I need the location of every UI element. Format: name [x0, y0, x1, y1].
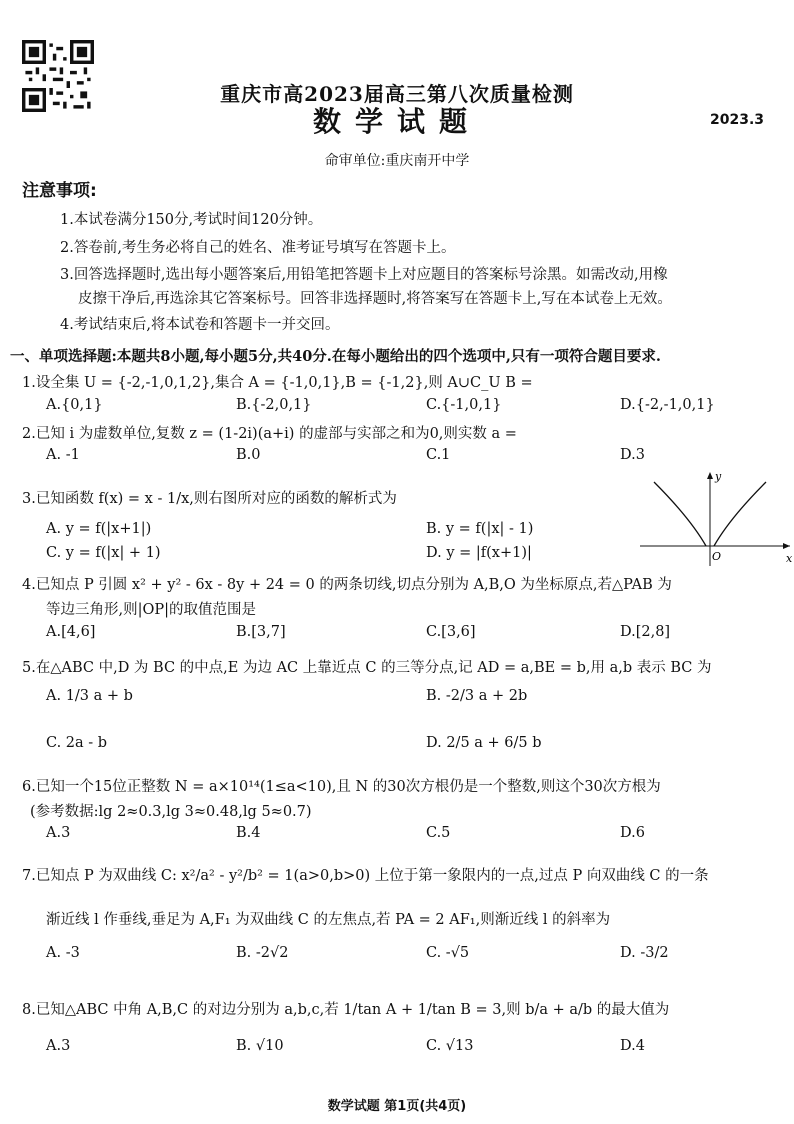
note-item: 3.回答选择题时,选出每小题答案后,用铅笔把答题卡上对应题目的答案标号涂黑。如需改动,用橡: [60, 267, 668, 283]
question-stem-cont: 等边三角形,则|OP|的取值范围是: [46, 602, 257, 618]
page-footer: 数学试题 第1页(共4页): [327, 1099, 467, 1114]
section-heading: 一、单项选择题:本题共8小题,每小题5分,共40分.在每小题给出的四个选项中,只有一项符合题目要求.: [10, 348, 661, 365]
option-c: C. √13: [426, 1038, 474, 1054]
function-graph: [640, 468, 794, 568]
setter-unit: 命审单位:重庆南开中学: [324, 153, 470, 169]
question-stem: 5.在△ABC 中,D 为 BC 的中点,E 为边 AC 上靠近点 C 的三等分点,记 AD = a,BE = b,用 a,b 表示 BC 为: [22, 660, 712, 676]
option-d: D.3: [620, 447, 645, 463]
option-b: B.0: [236, 447, 261, 463]
option-c: C. 2a - b: [46, 735, 108, 751]
question-stem: 8.已知△ABC 中角 A,B,C 的对边分别为 a,b,c,若 1/tan A + 1/tan B = 3,则 b/a + a/b 的最大值为: [22, 1002, 670, 1018]
school-exam-name: 重庆市高2023届高三第八次质量检测: [220, 82, 574, 106]
x-axis-label: x: [786, 552, 793, 565]
option-a: A. 1/3 a + b: [46, 688, 133, 704]
graph-left-branch: [654, 482, 706, 546]
option-c: C.1: [426, 447, 451, 463]
option-c: C. -√5: [426, 945, 470, 961]
note-item: 1.本试卷满分150分,考试时间120分钟。: [60, 212, 323, 228]
question-stem: 4.已知点 P 引圆 x² + y² - 6x - 8y + 24 = 0 的两条切线,切点分别为 A,B,O 为坐标原点,若△PAB 为: [22, 577, 672, 593]
option-b: B.4: [236, 825, 261, 841]
notes-heading: 注意事项:: [22, 181, 97, 201]
note-item: 4.考试结束后,将本试卷和答题卡一并交回。: [60, 317, 340, 333]
y-axis-arrow: [707, 472, 713, 479]
option-d: D. 2/5 a + 6/5 b: [426, 735, 542, 751]
option-d: D.6: [620, 825, 645, 841]
option-d: D.{-2,-1,0,1}: [620, 397, 715, 413]
option-b: B.[3,7]: [236, 624, 286, 640]
origin-label: O: [712, 550, 722, 563]
x-axis-arrow: [783, 543, 790, 549]
option-d: D.4: [620, 1038, 645, 1054]
question-stem: 7.已知点 P 为双曲线 C: x²/a² - y²/b² = 1(a>0,b>0) 上位于第一象限内的一点,过点 P 向双曲线 C 的一条: [22, 868, 709, 884]
option-c: C. y = f(|x| + 1): [46, 545, 161, 561]
option-c: C.[3,6]: [426, 624, 476, 640]
question-stem: 3.已知函数 f(x) = x - 1/x,则右图所对应的函数的解析式为: [22, 491, 397, 507]
page-title: 数学试题: [312, 105, 481, 138]
question-stem-cont: (参考数据:lg 2≈0.3,lg 3≈0.48,lg 5≈0.7): [30, 804, 312, 820]
question-stem: 1.设全集 U = {-2,-1,0,1,2},集合 A = {-1,0,1},B = {-1,2},则 A∪C_U B =: [22, 375, 533, 391]
question-stem-cont: 渐近线 l 作垂线,垂足为 A,F₁ 为双曲线 C 的左焦点,若 PA = 2 AF₁,则渐近线 l 的斜率为: [46, 912, 611, 928]
option-a: A.[4,6]: [46, 624, 96, 640]
option-a: A.3: [46, 825, 71, 841]
option-b: B. -2/3 a + 2b: [426, 688, 528, 704]
option-c: C.{-1,0,1}: [426, 397, 502, 413]
question-stem: 6.已知一个15位正整数 N = a×10¹⁴(1≤a<10),且 N 的30次方根仍是一个整数,则这个30次方根为: [22, 779, 661, 795]
option-b: B. √10: [236, 1038, 284, 1054]
option-a: A.3: [46, 1038, 71, 1054]
option-b: B. -2√2: [236, 945, 289, 961]
option-d: D. -3/2: [620, 945, 669, 961]
option-c: C.5: [426, 825, 451, 841]
graph-right-branch: [714, 482, 766, 546]
option-a: A. -1: [46, 447, 80, 463]
option-b: B.{-2,0,1}: [236, 397, 312, 413]
option-d: D. y = |f(x+1)|: [426, 545, 532, 561]
option-a: A. y = f(|x+1|): [46, 521, 152, 537]
option-d: D.[2,8]: [620, 624, 671, 640]
note-item: 2.答卷前,考生务必将自己的姓名、准考证号填写在答题卡上。: [60, 240, 456, 256]
y-axis-label: y: [715, 470, 722, 483]
option-a: A. -3: [46, 945, 80, 961]
option-b: B. y = f(|x| - 1): [426, 521, 534, 537]
exam-date: 2023.3: [710, 112, 765, 128]
note-item: 皮擦干净后,再选涂其它答案标号。回答非选择题时,将答案写在答题卡上,写在本试卷上无效。: [78, 291, 672, 307]
option-a: A.{0,1}: [46, 397, 103, 413]
question-stem: 2.已知 i 为虚数单位,复数 z = (1-2i)(a+i) 的虚部与实部之和为0,则实数 a =: [22, 426, 517, 442]
